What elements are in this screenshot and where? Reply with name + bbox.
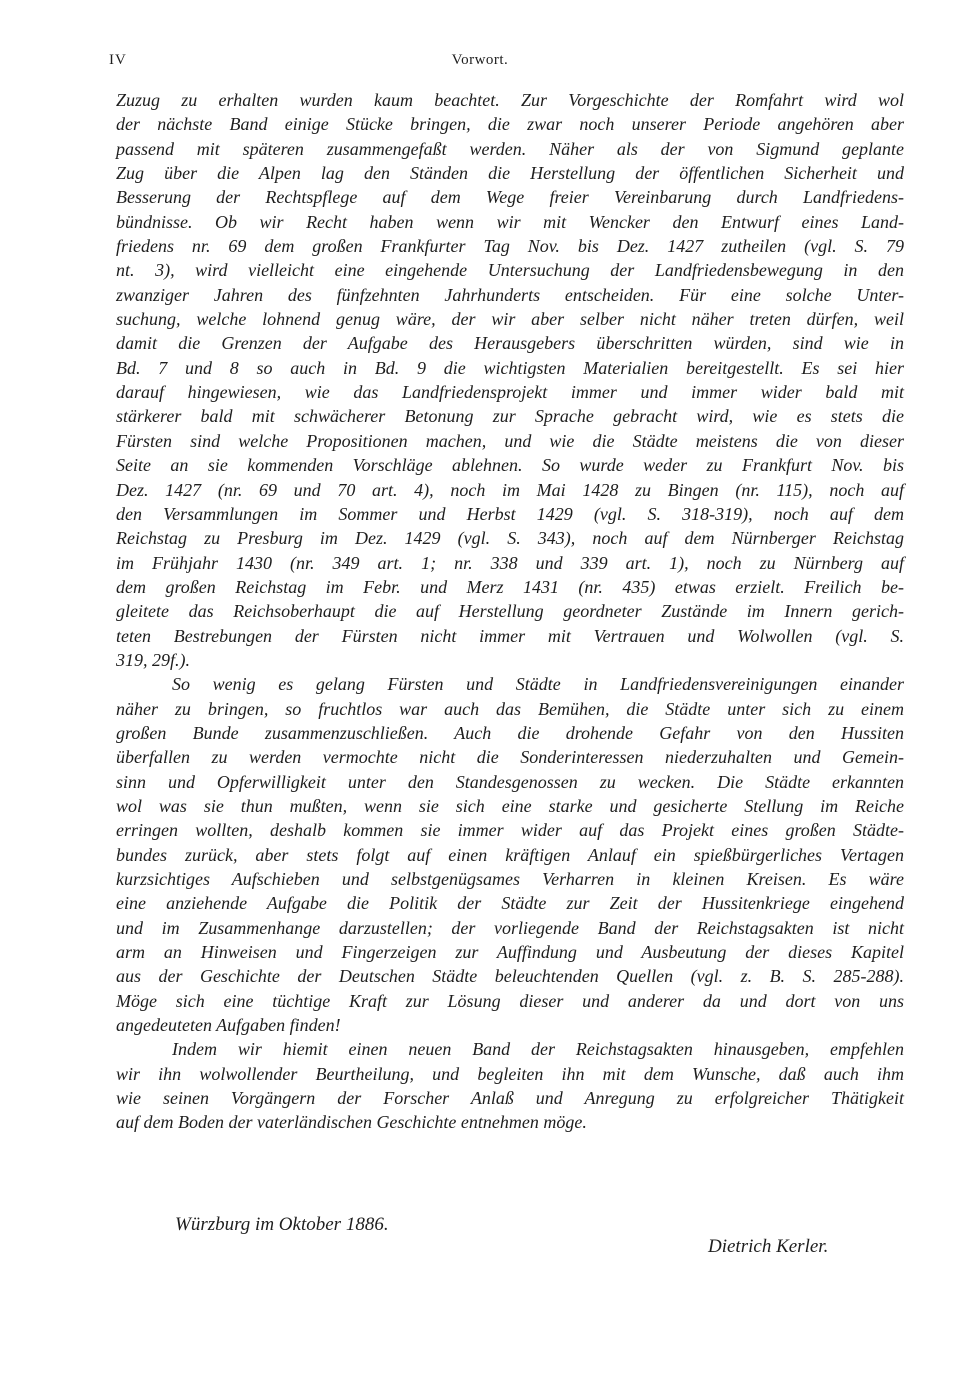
text-line: gleitete das Reichsoberhaupt die auf Herstellung geordneter Zustände im Innern gerich-: [116, 601, 904, 622]
text-line: bündnisse. Ob wir Recht haben wenn wir mit Wencker den Entwurf eines Land-: [116, 211, 904, 232]
text-line: suchung, welche lohnend genug wäre, der wir aber selber nicht näher treten dürfen, weil: [116, 309, 904, 330]
text-line: teten Bestrebungen der Fürsten nicht immer mit Vertrauen und Wolwollen (vgl. S.: [116, 625, 904, 646]
text-line: bundes zurück, aber stets folgt auf einen kräftigen Anlauf ein spießbürgerliches Vertagen: [116, 844, 904, 865]
text-line: Indem wir hiemit einen neuen Band der Reichstagsakten hinausgeben, empfehlen: [172, 1039, 904, 1060]
text-line: So wenig es gelang Fürsten und Städte in Landfriedensvereinigungen einander: [172, 674, 904, 695]
text-line: sinn und Opferwilligkeit unter den Standesgenossen zu wecken. Die Städte erkannten: [116, 771, 904, 792]
text-line: wir ihn wolwollender Beurtheilung, und begleiten ihn mit dem Wunsche, daß auch ihm: [116, 1063, 904, 1084]
text-line: eine anziehende Aufgabe die Politik der Städte zur Zeit der Hussitenkriege eingehend: [116, 893, 904, 914]
text-line: stärkerer bald mit schwächerer Betonung zur Sprache gebracht wird, wie es stets die: [116, 406, 904, 427]
text-line: angedeuteten Aufgaben finden!: [116, 1015, 341, 1036]
text-line: Zug über die Alpen lag den Ständen die Herstellung der öffentlichen Sicherheit und: [116, 163, 904, 184]
text-line: Möge sich eine tüchtige Kraft zur Lösung dieser und anderer da und dort von uns: [116, 990, 904, 1011]
text-line: damit die Grenzen der Aufgabe des Herausgebers überschritten würden, sind wie in: [116, 333, 904, 354]
running-title: Vorwort.: [451, 52, 509, 68]
text-line: arm an Hinweisen und Fingerzeigen zur Auffindung und Ausbeutung der dieses Kapitel: [116, 942, 904, 963]
text-line: kurzsichtiges Aufschieben und selbstgenügsames Verharren in kleinen Kreisen. Es wäre: [116, 869, 904, 889]
text-line: Dez. 1427 (nr. 69 und 70 art. 4), noch im Mai 1428 zu Bingen (nr. 115), noch auf: [116, 479, 904, 500]
text-line: dem großen Reichstag im Febr. und Merz 1431 (nr. 435) etwas erzielt. Freilich be-: [116, 576, 904, 597]
text-line: Bd. 7 und 8 so auch in Bd. 9 die wichtigsten Materialien bereitgestellt. Es sei hier: [116, 357, 904, 378]
text-line: und im Zusammenhange darzustellen; der vorliegende Band der Reichstagsakten ist nicht: [116, 917, 904, 938]
text-line: friedens nr. 69 dem großen Frankfurter Tag Nov. bis Dez. 1427 zutheilen (vgl. S. 79: [116, 236, 904, 257]
text-line: wol was sie thun mußten, wenn sie sich eine starke und gesicherte Stellung im Reiche: [116, 795, 904, 816]
text-line: auf dem Boden der vaterländischen Geschichte entnehmen möge.: [116, 1112, 587, 1133]
text-line: überfallen zu werden vermochte nicht die Sonderinteressen niederzuhalten und Gemein-: [116, 747, 904, 768]
text-line: Reichstag zu Presburg im Dez. 1429 (vgl. S. 343), noch auf dem Nürnberger Reichstag: [116, 528, 904, 549]
text-line: der nächste Band einige Stücke bringen, die zwar noch unserer Periode angehören aber: [116, 114, 904, 135]
page-number: IV: [109, 52, 127, 68]
text-line: näher zu bringen, so fruchtlos war auch das Bemühen, die Städte unter sich zu einem: [116, 698, 904, 719]
text-line: Zuzug zu erhalten wurden kaum beachtet. Zur Vorgeschichte der Romfahrt wird wol: [116, 90, 904, 110]
text-line: erringen wollten, deshalb kommen sie immer wider auf das Projekt eines großen Städte-: [116, 820, 904, 841]
place-date-line: Würzburg im Oktober 1886.: [175, 1214, 389, 1235]
body-text: [116, 88, 904, 1135]
text-line: passend mit späteren zusammengefaßt werden. Näher als der von Sigmund geplante: [116, 138, 904, 159]
text-line: wie seinen Vorgängern der Forscher Anlaß und Anregung zu erfolgreicher Thätigkeit: [116, 1088, 904, 1109]
text-line: den Versammlungen im Sommer und Herbst 1429 (vgl. S. 318-319), noch auf dem: [116, 503, 904, 524]
text-line: aus der Geschichte der Deutschen Städte beleuchtenden Quellen (vgl. z. B. S. 285-288).: [116, 966, 904, 987]
text-line: darauf hingewiesen, wie das Landfriedensprojekt immer und immer wider bald mit: [116, 382, 904, 403]
text-line: Fürsten sind welche Propositionen machen, und wie die Städte meistens die von dieser: [116, 430, 904, 451]
page-header: [0, 52, 960, 76]
author-signature: Dietrich Kerler.: [708, 1236, 829, 1257]
text-line: im Frühjahr 1430 (nr. 349 art. 1; nr. 338 und 339 art. 1), noch zu Nürnberg auf: [116, 552, 904, 573]
text-line: nt. 3), wird vielleicht eine eingehende Untersuchung der Landfriedensbewegung in den: [116, 260, 904, 281]
text-line: zwanziger Jahren des fünfzehnten Jahrhunderts entscheiden. Für eine solche Unter-: [116, 284, 904, 305]
text-line: Seite an sie kommenden Vorschläge ablehnen. So wurde weder zu Frankfurt Nov. bis: [116, 455, 904, 476]
text-line: 319, 29f.).: [116, 649, 190, 670]
text-line: großen Bunde zusammenzuschließen. Auch die drohende Gefahr von den Hussiten: [116, 722, 904, 743]
text-line: Besserung der Rechtspflege auf dem Wege freier Vereinbarung durch Landfriedens-: [116, 187, 904, 208]
